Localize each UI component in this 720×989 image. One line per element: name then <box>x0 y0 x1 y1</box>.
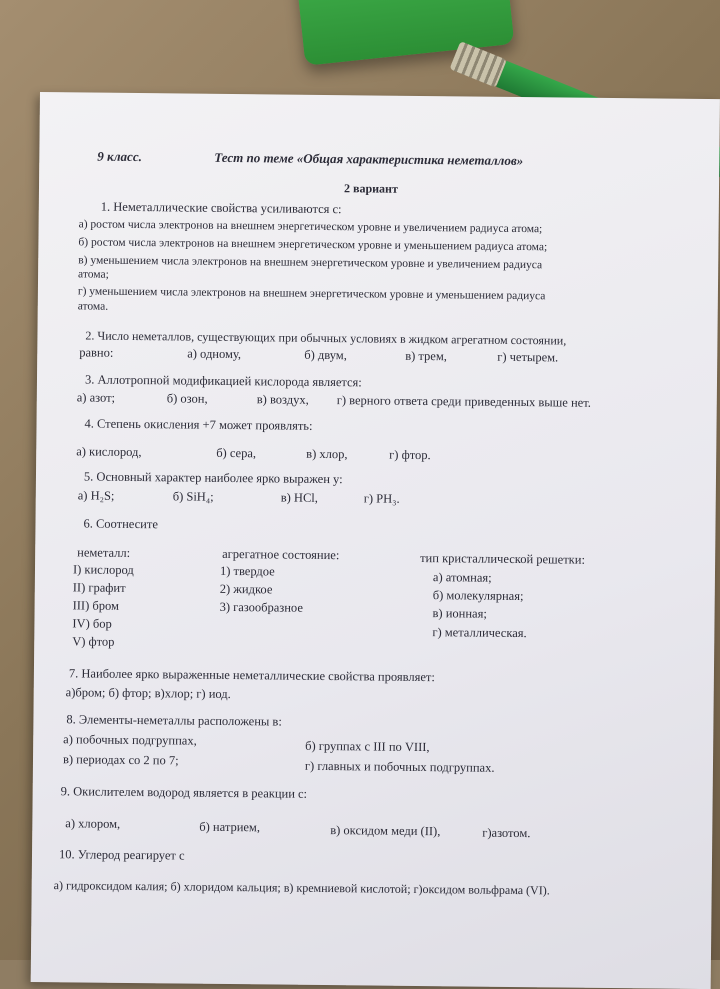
q1-option-a: а) ростом числа электронов на внешнем энергетическом уровне и увеличением радиуса атома; <box>78 218 543 236</box>
test-sheet <box>31 92 720 989</box>
q6-col1-header: неметалл: <box>77 545 131 560</box>
q3-option-c: в) воздух, <box>256 392 309 407</box>
q9-question: 9. Окислителем водород является в реакции с: <box>60 784 308 801</box>
q6-col1-item: V) фтор <box>72 634 115 649</box>
q8-option-c: в) периодах со 2 по 7; <box>62 752 179 768</box>
q3-question: 3. Аллотропной модификацией кислорода является: <box>84 372 362 390</box>
q6-col2-item: 3) газообразное <box>219 599 304 615</box>
q2-question: 2. Число неметаллов, существующих при обычных условиях в жидком агрегатном состоянии, <box>85 328 567 348</box>
q6-col2-item: 1) твердое <box>219 563 275 579</box>
q8-option-b: б) группах с III по VIII, <box>305 738 430 755</box>
q8-option-a: а) побочных подгруппах, <box>63 732 197 748</box>
q6-col3-header: тип кристаллической решетки: <box>420 551 586 567</box>
q2-option-d: г) четырем. <box>497 349 559 365</box>
q6-col3-item: б) молекулярная; <box>432 588 524 604</box>
q5-option-c: в) HCl, <box>280 490 318 505</box>
q5-option-d: г) PH₃. <box>363 491 400 506</box>
q8-question: 8. Элементы-неметаллы расположены в: <box>66 712 282 729</box>
grade-label: 9 класс. <box>97 148 142 165</box>
q2-option-a: а) одному, <box>187 346 242 362</box>
q6-col2-item: 2) жидкое <box>219 581 273 597</box>
q6-col3-item: а) атомная; <box>432 570 492 585</box>
q4-question: 4. Степень окисления +7 может проявлять: <box>84 416 313 433</box>
q8-option-d: г) главных и побочных подгруппах. <box>304 758 495 775</box>
q9-option-a: а) хлором, <box>65 816 121 831</box>
q1-option-c: в) уменьшением числа электронов на внешнем энергетическом уровне и увеличением радиуса <box>78 254 543 272</box>
q4-option-c: в) хлор, <box>306 446 348 462</box>
q1-option-b: б) ростом числа электронов на внешнем энергетическом уровне и уменьшением радиуса атома; <box>78 236 548 254</box>
q6-col1-item: II) графит <box>72 580 126 595</box>
q5-option-a: а) H₂S; <box>77 488 115 503</box>
q4-option-a: а) кислород, <box>76 444 142 460</box>
q5-question: 5. Основный характер наиболее ярко выражен у: <box>83 469 343 487</box>
q1-option-d-cont: атома. <box>77 300 109 313</box>
q3-option-a: а) азот; <box>76 390 116 405</box>
q9-option-d: г)азотом. <box>482 825 531 841</box>
q2-option-b: б) двум, <box>304 347 347 363</box>
q7-answers: а)бром; б) фтор; в)хлор; г) иод. <box>65 685 231 702</box>
q10-answers: а) гидроксидом калия; б) хлоридом кальция; в) кремниевой кислотой; г)оксидом вольфрама (VI). <box>53 878 550 898</box>
q1-option-d: г) уменьшением числа электронов на внешнем энергетическом уровне и уменьшением радиуса <box>77 285 546 303</box>
q6-col1-item: III) бром <box>72 598 120 613</box>
q2-option-c: в) трем, <box>405 348 447 364</box>
q1-question: 1. Неметаллические свойства усиливаются с: <box>100 199 342 217</box>
q3-option-b: б) озон, <box>166 391 208 406</box>
variant-label: 2 вариант <box>343 181 398 196</box>
q6-col3-item: в) ионная; <box>432 606 487 621</box>
q7-question: 7. Наиболее ярко выраженные неметаллические свойства проявляет: <box>68 666 435 685</box>
q4-option-d: г) фтор. <box>389 447 431 463</box>
q9-option-c: в) оксидом меди (II), <box>330 823 441 839</box>
q6-question: 6. Соотнесите <box>83 516 158 532</box>
q1-option-c-cont: атома; <box>78 268 109 281</box>
test-title: Тест по теме «Общая характеристика неметаллов» <box>214 149 524 169</box>
q6-col3-item: г) металлическая. <box>432 625 527 641</box>
q10-question: 10. Углерод реагирует с <box>58 847 185 863</box>
q9-option-b: б) натрием, <box>199 819 261 835</box>
test-content <box>31 92 720 989</box>
q5-option-b: б) SiH₄; <box>172 489 214 504</box>
q6-col1-item: I) кислород <box>72 562 134 578</box>
q6-col1-item: IV) бор <box>72 616 112 631</box>
q4-option-b: б) сера, <box>216 445 257 461</box>
q3-option-d: г) верного ответа среди приведенных выше нет. <box>336 393 591 410</box>
q2-lead: равно: <box>79 345 114 360</box>
q6-col2-header: агрегатное состояние: <box>222 546 340 563</box>
